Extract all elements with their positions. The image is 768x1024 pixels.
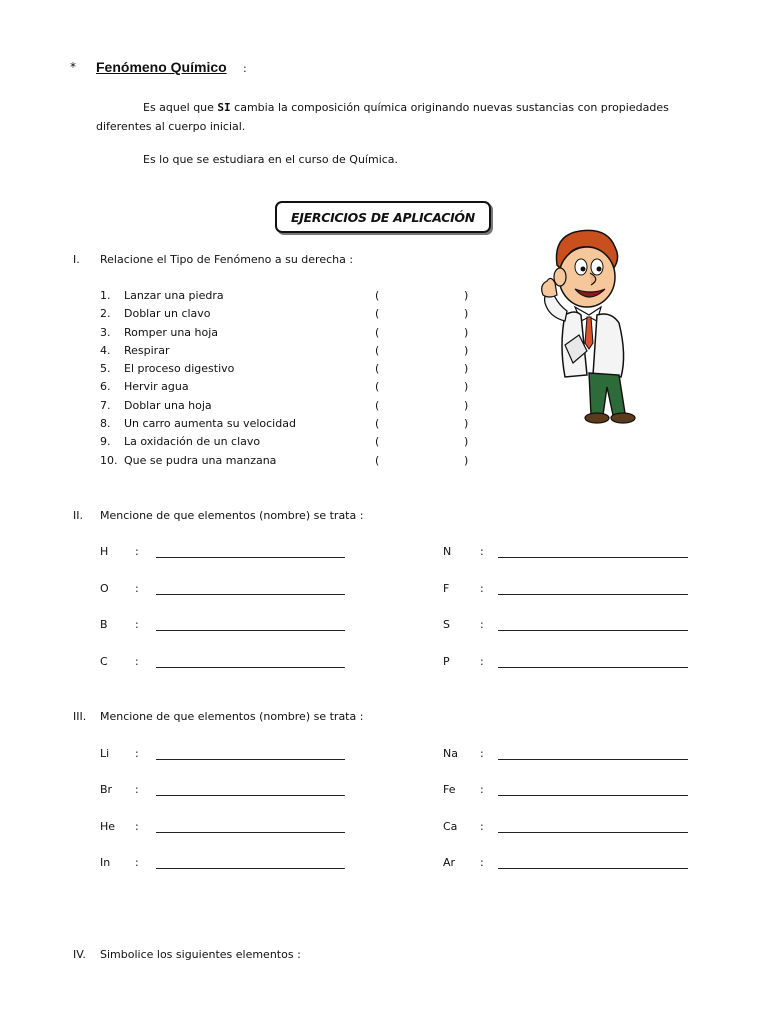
answer-paren-close: ): [464, 326, 469, 339]
colon: :: [480, 783, 484, 796]
answer-paren-open: (: [375, 399, 380, 412]
element-symbol: Li: [100, 747, 110, 760]
list-item-number: 6.: [100, 380, 111, 393]
section-2-heading: [73, 509, 363, 522]
teacher-cartoon-icon: [535, 225, 645, 430]
colon: :: [135, 820, 139, 833]
answer-paren-close: ): [464, 417, 469, 430]
section-1-heading: [73, 253, 353, 266]
colon: :: [135, 783, 139, 796]
colon: :: [480, 618, 484, 631]
answer-blank[interactable]: [498, 557, 688, 558]
study-note: Es lo que se estudiara en el curso de Química.: [143, 153, 399, 166]
section-1-prompt: Relacione el Tipo de Fenómeno a su derecha :: [100, 253, 354, 266]
definition-paragraph: [96, 98, 706, 136]
section-1-numeral: I.: [73, 253, 80, 266]
bullet-marker: *: [70, 60, 76, 74]
element-symbol: Fe: [443, 783, 456, 796]
answer-blank[interactable]: [156, 630, 345, 631]
answer-blank[interactable]: [498, 868, 688, 869]
answer-blank[interactable]: [498, 759, 688, 760]
list-item-label: Respirar: [124, 344, 170, 357]
list-item-label: La oxidación de un clavo: [124, 435, 261, 448]
answer-blank[interactable]: [156, 759, 345, 760]
answer-paren-open: (: [375, 344, 380, 357]
answer-paren-close: ): [464, 307, 469, 320]
answer-paren-close: ): [464, 435, 469, 448]
definition-emphasis: SI: [217, 101, 231, 114]
section-4-prompt: Simbolice los siguientes elementos :: [100, 948, 301, 961]
answer-paren-close: ): [464, 362, 469, 375]
section-2-numeral: II.: [73, 509, 83, 522]
answer-paren-open: (: [375, 326, 380, 339]
list-item-label: Lanzar una piedra: [124, 289, 224, 302]
colon: :: [135, 618, 139, 631]
section-2-prompt: Mencione de que elementos (nombre) se trata :: [100, 509, 364, 522]
element-symbol: Na: [443, 747, 458, 760]
answer-blank[interactable]: [498, 630, 688, 631]
answer-paren-open: (: [375, 417, 380, 430]
page-title: Fenómeno Químico: [96, 59, 227, 75]
answer-blank[interactable]: [498, 594, 688, 595]
element-symbol: F: [443, 582, 450, 595]
section-3-heading: [73, 710, 363, 723]
element-symbol: Ar: [443, 856, 456, 869]
answer-paren-close: ): [464, 399, 469, 412]
colon: :: [480, 747, 484, 760]
element-symbol: In: [100, 856, 111, 869]
section-3-prompt: Mencione de que elementos (nombre) se trata :: [100, 710, 364, 723]
element-symbol: H: [100, 545, 109, 558]
answer-blank[interactable]: [156, 832, 345, 833]
exercises-banner: EJERCICIOS DE APLICACIÓN: [275, 201, 491, 233]
list-item-label: Doblar una hoja: [124, 399, 212, 412]
answer-paren-open: (: [375, 307, 380, 320]
answer-blank[interactable]: [498, 832, 688, 833]
section-3-numeral: III.: [73, 710, 87, 723]
colon: :: [135, 582, 139, 595]
colon: :: [135, 856, 139, 869]
answer-paren-close: ): [464, 344, 469, 357]
list-item-label: Un carro aumenta su velocidad: [124, 417, 296, 430]
list-item-label: Romper una hoja: [124, 326, 219, 339]
element-symbol: B: [100, 618, 108, 631]
answer-paren-open: (: [375, 435, 380, 448]
list-item-number: 4.: [100, 344, 111, 357]
title-colon: :: [243, 62, 247, 75]
answer-paren-close: ): [464, 380, 469, 393]
list-item-number: 7.: [100, 399, 111, 412]
answer-paren-close: ): [464, 454, 469, 467]
answer-blank[interactable]: [156, 795, 345, 796]
list-item-label: El proceso digestivo: [124, 362, 235, 375]
answer-paren-close: ): [464, 289, 469, 302]
element-symbol: Br: [100, 783, 113, 796]
answer-paren-open: (: [375, 362, 380, 375]
definition-text-start: Es aquel que: [143, 101, 218, 114]
colon: :: [135, 545, 139, 558]
answer-blank[interactable]: [156, 667, 345, 668]
answer-blank[interactable]: [156, 557, 345, 558]
answer-paren-open: (: [375, 454, 380, 467]
element-symbol: N: [443, 545, 452, 558]
list-item-number: 1.: [100, 289, 111, 302]
list-item-label: Que se pudra una manzana: [124, 454, 277, 467]
answer-blank[interactable]: [156, 868, 345, 869]
colon: :: [480, 582, 484, 595]
list-item-number: 5.: [100, 362, 111, 375]
list-item-label: Doblar un clavo: [124, 307, 211, 320]
element-symbol: O: [100, 582, 109, 595]
colon: :: [480, 655, 484, 668]
answer-blank[interactable]: [498, 795, 688, 796]
section-4-numeral: IV.: [73, 948, 86, 961]
list-item-number: 10.: [100, 454, 118, 467]
list-item-number: 3.: [100, 326, 111, 339]
list-item-label: Hervir agua: [124, 380, 189, 393]
colon: :: [135, 747, 139, 760]
colon: :: [480, 545, 484, 558]
answer-blank[interactable]: [156, 594, 345, 595]
colon: :: [480, 820, 484, 833]
answer-blank[interactable]: [498, 667, 688, 668]
answer-paren-open: (: [375, 289, 380, 302]
element-symbol: P: [443, 655, 450, 668]
answer-paren-open: (: [375, 380, 380, 393]
list-item-number: 8.: [100, 417, 111, 430]
element-symbol: Ca: [443, 820, 458, 833]
definition-text-end: cambia la composición química originando nuevas sustancias con propiedades diferentes al cuerpo inicial.: [96, 101, 669, 133]
list-item-number: 2.: [100, 307, 111, 320]
colon: :: [480, 856, 484, 869]
element-symbol: He: [100, 820, 116, 833]
element-symbol: S: [443, 618, 450, 631]
list-item-number: 9.: [100, 435, 111, 448]
colon: :: [135, 655, 139, 668]
section-4-heading: [73, 948, 301, 961]
element-symbol: C: [100, 655, 108, 668]
